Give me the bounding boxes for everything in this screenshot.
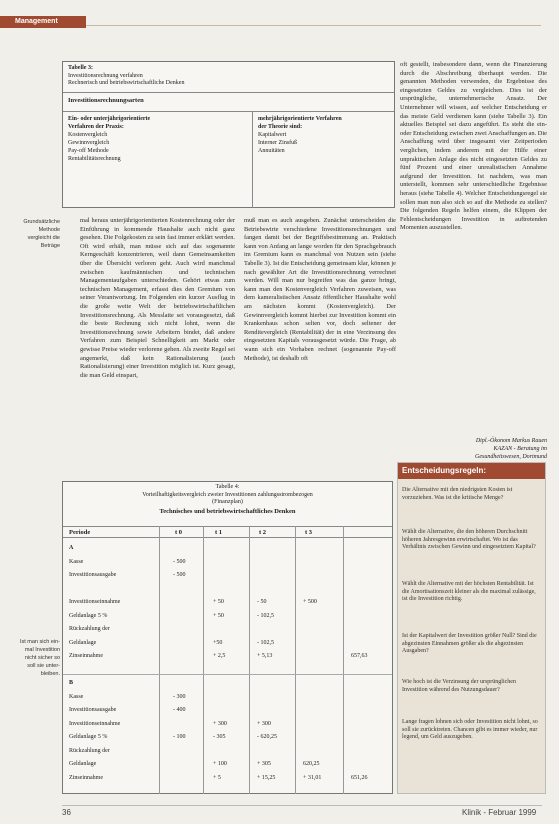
table-cell: + 5 [213, 774, 221, 781]
table-3-left-column [68, 115, 150, 163]
table-cell: Geldanlage 5 % [69, 612, 108, 619]
caption-line: Tabelle 4: [215, 484, 240, 490]
table-cell: - 300 [173, 693, 186, 700]
table-cell: B [69, 680, 74, 686]
header-rule [86, 25, 541, 26]
caption-line: Investitionsrechnung verfahren [68, 72, 143, 79]
caption-line: Rechnerisch und betriebswirtschaftliche Denken [68, 80, 185, 86]
decision-question: Ist der Kapitalwert der Investition größer Null? Sind die abgezinsten Einnahmen größer als die abgezinsten Ausgaben? [402, 633, 537, 655]
table-row [63, 544, 392, 552]
decision-question: Die Alternative mit den niedrigsten Kosten ist vorzuziehen. Was ist die kritische Menge? [402, 487, 513, 501]
column-head: Verfahren der Praxis: [68, 124, 124, 130]
list-item: Kostenvergleich [68, 132, 108, 138]
table-cell: Investitionsausgabe [69, 707, 117, 713]
caption-line: Vorteilhaftigkeitsvergleich zweier Investitionen zahlungsstrombezogen [142, 491, 313, 498]
table-cell: - 620,25 [257, 734, 277, 740]
table-cell: A [69, 545, 74, 551]
table-cell: - 100 [173, 734, 186, 740]
magazine-name: Klinik - Februar 1999 [462, 808, 537, 817]
table-cell: Geldanlage [69, 639, 97, 646]
table-4 [62, 481, 393, 794]
note-line: Methode [38, 227, 60, 233]
note-line: nicht sicher so [24, 655, 60, 661]
table-cell: Geldanlage 5 % [69, 734, 108, 740]
column-head: Ein- oder unterjährigorientierte [68, 116, 151, 122]
table-3-caption [68, 65, 184, 88]
decision-question: Lange fragen lohnen sich oder Investition nicht lohnt, so soll sie zurücktreten. Chancen gibt es immer wieder, nur legend, um Geld auszugeben. [402, 719, 538, 741]
note-line: Ist man sich ein- [19, 639, 60, 645]
table-3-right-column [258, 115, 342, 155]
table-row [63, 747, 392, 755]
table-cell: + 5,13 [257, 653, 273, 659]
table-cell: Zinseinnahme [69, 774, 103, 781]
table-cell: Rückzahlung der [69, 626, 110, 632]
table-cell: 651,26 [351, 774, 368, 781]
column-header: t 2 [259, 529, 267, 536]
table-3-subtitle: Investitionsrechnungsarten [68, 97, 144, 104]
table-cell: - 102,5 [257, 639, 274, 646]
table-row [63, 706, 392, 714]
list-item: Annuitäten [258, 148, 285, 154]
list-item: Pay-off Methode [68, 148, 109, 154]
note-line: soll sie unter- [27, 663, 60, 669]
table-cell: 657,63 [351, 653, 368, 659]
author-affiliation: Gesundheitswesen, Dortmund [475, 454, 547, 460]
table-cell: + 50 [213, 599, 224, 605]
table-cell: + 15,25 [257, 774, 276, 781]
margin-note-2 [12, 638, 60, 678]
table-row [63, 571, 392, 579]
column-header: Periode [69, 529, 91, 536]
table-row [63, 760, 392, 768]
table-cell: Rückzahlung der [69, 747, 110, 754]
column-header: t 3 [305, 529, 313, 536]
margin-note-1 [12, 218, 60, 250]
table-cell: Geldanlage [69, 761, 97, 767]
list-item: Kapitalwert [258, 132, 287, 138]
decision-question: Wählt die Alternative mit der höchsten Rentabilität. Ist die Amortisationszeit kleiner als die maximal zulässige, ist die Investition richtig. [402, 581, 536, 603]
table-cell: - 102,5 [257, 612, 274, 619]
note-line: vergleicht die [27, 235, 60, 241]
list-item: Gewinnvergleich [68, 140, 110, 146]
table-cell: - 305 [213, 734, 226, 740]
author-signature [400, 437, 547, 461]
column-header: t 0 [175, 529, 183, 536]
table-cell: Investitionsausgabe [69, 572, 117, 578]
table-row [63, 733, 392, 741]
column-divider [252, 112, 253, 208]
table-cell: + 50 [213, 612, 224, 619]
table-cell: Zinseinnahme [69, 653, 103, 659]
table-cell: + 100 [213, 761, 227, 767]
decision-question: Wie hoch ist die Verzinsung der ursprünglichen Investition während des Nutzungsdauer? [402, 679, 516, 693]
table-row [63, 693, 392, 701]
table-cell: - 500 [173, 558, 186, 565]
column-head: der Theorie sind: [258, 124, 303, 130]
table-cell: + 305 [257, 761, 271, 767]
caption-line: Tabelle 3: [68, 65, 93, 71]
section-divider [63, 674, 392, 675]
author-name: Dipl.-Ökonom Markus Rauen [475, 438, 547, 444]
table-row [63, 598, 392, 606]
caption-line: (Finanzplan) [212, 499, 243, 505]
note-line: mal Investition [24, 647, 60, 653]
table-cell: - 500 [173, 572, 186, 578]
table-row [63, 625, 392, 633]
table-rule [63, 92, 394, 93]
list-item: Rentabilitätsrechnung [68, 156, 121, 162]
section-label: Management [0, 16, 86, 28]
page-number: 36 [62, 808, 71, 817]
table-cell: +50 [213, 639, 223, 646]
table-cell: + 500 [303, 599, 317, 605]
table-row [63, 774, 392, 782]
table-cell: - 50 [257, 599, 267, 605]
table-rule [63, 111, 394, 112]
author-affiliation: KAZAN - Beratung im [493, 446, 547, 452]
table-4-caption [63, 484, 392, 507]
note-line: bleiben. [40, 671, 60, 677]
article-column-2: muß man es auch ausgeben. Zunächst unterscheiden die Betriebswirte verschiedene Investitionsrechnungen und fangen damit bei der Begriffsbestimmung an. Praktisch kann von Anfang an lange worden für den Sprachgebrauch im Gremium kann es manchmal von Nutzen sein (siehe Tabelle 3). Ist die Entscheidung gemeinsam klar, können je nach gewählter Art die Investitionsrechnung verrechnet werden. Will man nur begreifen was das ganze bringt, kann man den Kostenvergleich Verfahren zuweisen, was dem kameralistischen Ansatz öffentlicher Haushalte wohl am nächsten kommt (Kostenvergleich). Der Gewinnvergleich kommt hierbei zur Investition kommt ein Krankenhaus schon selten vor, doch seltener der Renditevergleich (Rentabilität) der in eine Verzinsung des eingesetzten Kapitals vorausgesetzt würde. Die Frage, ab wann sich ein Vorhaben rechnet (sogenannte Pay-off Methode), ist deshalb oft [244, 217, 396, 362]
article-column-3: oft gestellt, insbesondere dann, wenn die Finanzierung durch die Abschreibung überhaupt werden. Die genannten Methoden verwenden, die Ergebnisse des eingesetzten Geldes zu vergleichen. Dies ist der ursprüngliche, unternehmerische Ansatz. Der Unternehmer will wissen, auf welcher Entscheidung er das meiste Geld verdienen kann (siehe Tabelle 3). Ein aktuelles Beispiel sei dazu angeführt. Es steht die ein- oder Entscheidung zwischen zwei Anschaffungen an. Die Anschaffung wird über insgesamt vier Zeitperioden verglichen, indem anderem mit der Hilfe einer unpraktischen Anlage des nicht eingesetzten Geldes zu fünf Prozent und einer unrealistischen Annahme aufgrund der Investition. Ist nachdem, was man unterstellt, kommen sehr unterschiedliche Ergebnisse heraus (siehe Tabelle 4). Welcher Entscheidungsregel sie sollen man nun also sich so auf die Methode zu stellen? Die folgenden Regeln helfen einem, die Klippen der Fehlentscheidungen Investition in auftretenden Momenten auszustellen. [400, 61, 547, 232]
table-row [63, 720, 392, 728]
decision-question: Wählt die Alternative, die den höheren Durchschnitt höheren Jahresgewinn erwirtschaftet. Wo ist das Verhältnis zwischen Gewinn und eingesetztem Kapital? [402, 529, 536, 551]
footer-rule [62, 805, 542, 806]
table-cell: + 300 [213, 720, 227, 727]
table-row [63, 652, 392, 660]
table-cell: Investitionseinnahme [69, 720, 121, 727]
table-cell: Investitionseinnahme [69, 599, 121, 605]
column-head: mehrjährigorientierte Verfahren [258, 116, 342, 122]
decision-rules-title: Entscheidungsregeln: [398, 463, 545, 479]
section-header [0, 16, 559, 28]
table-cell: + 2,5 [213, 653, 226, 659]
table-row [63, 585, 392, 593]
table-cell: Kasse [69, 558, 84, 565]
note-line: Beträge [40, 243, 60, 249]
table-row [63, 612, 392, 620]
table-row [63, 639, 392, 647]
table-cell: 620,25 [303, 761, 320, 767]
table-cell: Kasse [69, 693, 84, 700]
list-item: Interner Zinsfuß [258, 140, 298, 146]
table-cell: - 400 [173, 707, 186, 713]
decision-rules-box [397, 462, 546, 794]
table-cell: + 300 [257, 720, 271, 727]
table-row [63, 666, 392, 674]
table-4-subtitle: Technisches und betriebswirtschaftliches Denken [159, 508, 296, 515]
table-cell: + 31,01 [303, 774, 322, 781]
table-3 [62, 61, 395, 208]
table-row [63, 679, 392, 687]
column-header: t 1 [215, 529, 223, 536]
note-line: Grundsätzliche [23, 219, 60, 225]
article-column-1: mal heraus unterjährigorientierten Kostenrechnung oder der Einführung in kommende Haushalte auch nicht ganz gesehen. Die Folgekosten zu sein fast immer erklärt werden. Oft wird erhält, man müsse sich auf das sogenannte Kerngeschäft konzentrieren, weil dann Gemeinsamkeiten über die Übersicht verloren geht. Auch wird manchmal zwischen kaufmännischen und technischen Managementaufgaben unterschieden. Gehört etwas zum technischen Management, erfasst dies den Gremium von seiner Verantwortung. Im Folgenden ein kurzer Ausflug in die große weite Welt der betriebswirtschaftlichen Investitionsrechnung. Als Messlatte sei vorausgesetzt, daß die beste Rechnung sich nicht lohnt, wenn die Investitionsrechnung sowie Arbeitern bindet, daß andere Verfahren zum Beispiel Schnelligkeit am Markt oder gewisse Preise wieder verlorene gehen. Als zweite Regel sei angemerkt, daß kein Rationalisierung (auch Rationalisierung) einer Investition möglich ist. Kurz gesagt, die man Geld einspart, [80, 217, 235, 379]
table-row [63, 558, 392, 566]
